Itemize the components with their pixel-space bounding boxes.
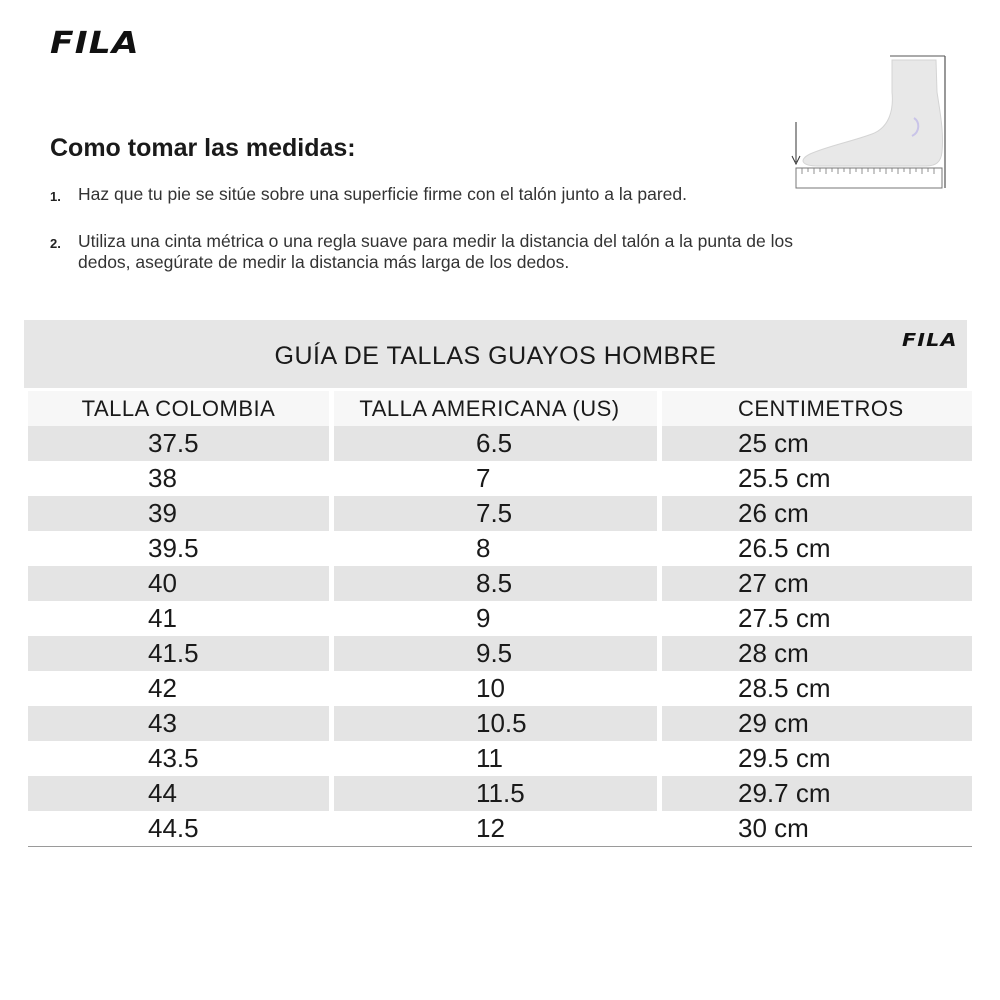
- table-row: [28, 566, 972, 601]
- cell-talla-americana: 9: [476, 603, 491, 633]
- instructions-list: [50, 184, 810, 273]
- cell-talla-americana: 11.5: [334, 776, 657, 811]
- cell-centimetros: 29.5 cm: [738, 743, 831, 773]
- cell-talla-americana: 12: [476, 813, 505, 843]
- cell-talla-colombia: 38: [148, 463, 177, 493]
- table-row: [28, 531, 972, 566]
- table-header-row: [28, 391, 972, 426]
- step-number: 1.: [50, 189, 61, 204]
- cell-centimetros: 29 cm: [662, 706, 972, 741]
- table-row: [28, 426, 972, 461]
- cell-centimetros: 25 cm: [662, 426, 972, 461]
- foot-measure-icon: [788, 52, 950, 192]
- cell-talla-americana: 11: [476, 743, 503, 773]
- cell-talla-americana: 7: [476, 463, 491, 493]
- cell-talla-colombia: 39: [28, 496, 329, 531]
- cell-talla-colombia: 39.5: [148, 533, 199, 563]
- cell-centimetros: 25.5 cm: [738, 463, 831, 493]
- table-row: [28, 741, 972, 776]
- cell-talla-colombia: 44.5: [148, 813, 199, 843]
- brand-logo: FILA: [50, 26, 140, 61]
- table-title: GUÍA DE TALLAS GUAYOS HOMBRE: [274, 342, 717, 370]
- instruction-step: [50, 184, 810, 207]
- cell-centimetros: 28 cm: [662, 636, 972, 671]
- instructions-heading: Como tomar las medidas:: [50, 134, 356, 162]
- cell-talla-americana: 8: [476, 533, 491, 563]
- table-row: [28, 461, 972, 496]
- cell-centimetros: 26 cm: [662, 496, 972, 531]
- instruction-step: [50, 231, 810, 273]
- cell-talla-americana: 6.5: [334, 426, 657, 461]
- cell-centimetros: 27 cm: [662, 566, 972, 601]
- cell-centimetros: 27.5 cm: [738, 603, 831, 633]
- cell-talla-americana: 8.5: [334, 566, 657, 601]
- cell-talla-colombia: 43: [28, 706, 329, 741]
- step-text: Utiliza una cinta métrica o una regla suave para medir la distancia del talón a la punta de los dedos, asegúrate de medir la distancia más larga de los dedos.: [78, 231, 793, 272]
- table-row: [28, 706, 972, 741]
- cell-talla-colombia: 41: [148, 603, 177, 633]
- table-brand-logo: FILA: [902, 330, 958, 351]
- cell-centimetros: 30 cm: [738, 813, 809, 843]
- table-row: [28, 636, 972, 671]
- table-row: [28, 496, 972, 531]
- cell-talla-colombia: 40: [28, 566, 329, 601]
- step-text: Haz que tu pie se sitúe sobre una superficie firme con el talón junto a la pared.: [78, 184, 687, 204]
- cell-talla-americana: 9.5: [334, 636, 657, 671]
- table-title-band: [24, 320, 967, 388]
- cell-talla-americana: 7.5: [334, 496, 657, 531]
- size-table: [28, 391, 972, 847]
- cell-talla-americana: 10.5: [334, 706, 657, 741]
- cell-talla-americana: 10: [476, 673, 505, 703]
- cell-talla-colombia: 43.5: [148, 743, 199, 773]
- table-row: [28, 776, 972, 811]
- table-row: [28, 671, 972, 706]
- table-row: [28, 601, 972, 636]
- table-row: [28, 811, 972, 847]
- cell-centimetros: 28.5 cm: [738, 673, 831, 703]
- cell-centimetros: 26.5 cm: [738, 533, 831, 563]
- cell-talla-colombia: 42: [148, 673, 177, 703]
- cell-talla-colombia: 37.5: [28, 426, 329, 461]
- cell-talla-colombia: 41.5: [28, 636, 329, 671]
- header-centimetros: CENTIMETROS: [662, 391, 972, 426]
- header-talla-colombia: TALLA COLOMBIA: [28, 391, 329, 426]
- header-talla-americana: TALLA AMERICANA (US): [334, 391, 657, 426]
- cell-talla-colombia: 44: [28, 776, 329, 811]
- step-number: 2.: [50, 236, 61, 251]
- cell-centimetros: 29.7 cm: [662, 776, 972, 811]
